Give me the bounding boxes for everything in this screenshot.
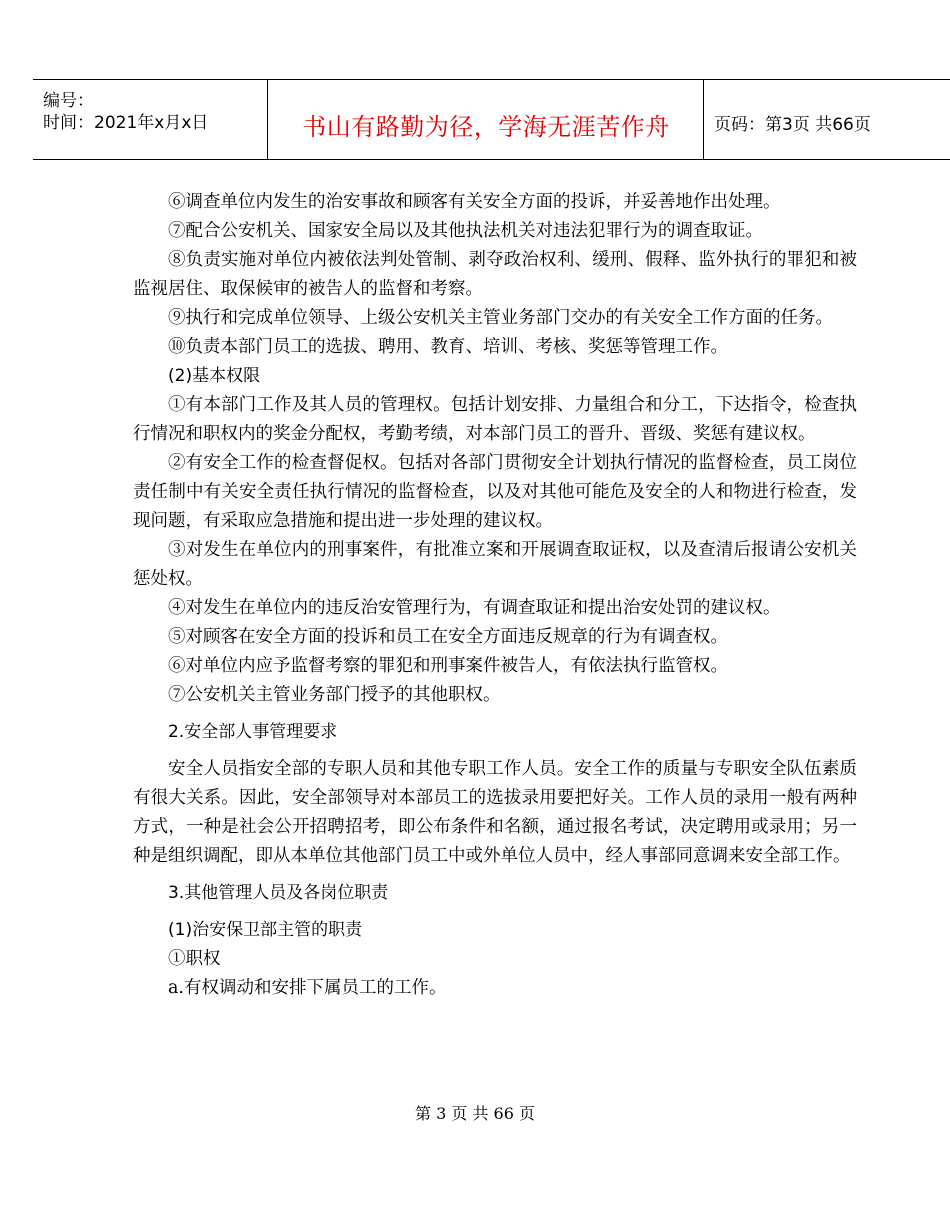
paragraph: ④对发生在单位内的违反治安管理行为，有调查取证和提出治安处罚的建议权。: [168, 598, 781, 618]
paragraph: ⑦配合公安机关、国家安全局以及其他执法机关对违法犯罪行为的调查取证。: [168, 221, 763, 241]
paragraph: ⑩负责本部门员工的选拔、聘用、教育、培训、考核、奖惩等管理工作。: [168, 337, 728, 357]
paragraph: a.有权调动和安排下属员工的工作。: [168, 978, 447, 998]
spacer: [133, 908, 857, 916]
header-left-cell: [33, 80, 267, 159]
header-table: [33, 79, 950, 160]
spacer: [133, 710, 857, 718]
spacer: [133, 747, 857, 755]
header-right-cell: [703, 80, 950, 159]
paragraph: 安全人员指安全部的专职人员和其他专职工作人员。安全工作的质量与专职安全队伍素质有很大关系。因此，安全部领导对本部员工的选拔录用要把好关。工作人员的录用一般有两种方式，一种是社会公开招聘招考，即公布条件和名额，通过报名考试，决定聘用或录用；另一种是组织调配，即从本单位其他部门员工中或外单位人员中，经人事部同意调来安全部工作。: [133, 759, 857, 866]
paragraph: ⑥对单位内应予监督考察的罪犯和刑事案件被告人，有依法执行监管权。: [168, 656, 728, 676]
paragraph: ⑦公安机关主管业务部门授予的其他职权。: [168, 685, 501, 705]
document-body: [133, 188, 857, 1003]
section-heading: (2)基本权限: [168, 366, 261, 386]
spacer: [133, 871, 857, 879]
paragraph: ⑧负责实施对单位内被依法判处管制、剥夺政治权利、缓刑、假释、监外执行的罪犯和被监视居住、取保候审的被告人的监督和考察。: [133, 250, 857, 299]
header-middle-cell: [267, 80, 704, 159]
document-time-label: 时间：2021年x月x日: [43, 113, 209, 133]
section-heading: 3.其他管理人员及各岗位职责: [168, 883, 389, 903]
page-footer: 第 3 页 共 66 页: [415, 1104, 535, 1123]
document-code-label: 编号：: [43, 91, 94, 111]
header-motto: 书山有路勤为径，学海无涯苦作舟: [302, 113, 670, 141]
paragraph: ⑥调查单位内发生的治安事故和顾客有关安全方面的投诉，并妥善地作出处理。: [168, 192, 781, 212]
section-heading: 2.安全部人事管理要求: [168, 722, 338, 742]
paragraph: ①职权: [168, 949, 221, 969]
paragraph: ②有安全工作的检查督促权。包括对各部门贯彻安全计划执行情况的监督检查，员工岗位责任制中有关安全责任执行情况的监督检查，以及对其他可能危及安全的人和物进行检查，发现问题，有采取应急措施和提出进一步处理的建议权。: [133, 453, 857, 531]
paragraph: ⑤对顾客在安全方面的投诉和员工在安全方面违反规章的行为有调查权。: [168, 627, 728, 647]
paragraph: ⑨执行和完成单位领导、上级公安机关主管业务部门交办的有关安全工作方面的任务。: [168, 308, 833, 328]
paragraph: ①有本部门工作及其人员的管理权。包括计划安排、力量组合和分工，下达指令，检查执行情况和职权内的奖金分配权，考勤考绩，对本部门员工的晋升、晋级、奖惩有建议权。: [133, 395, 857, 444]
section-heading: (1)治安保卫部主管的职责: [168, 920, 363, 940]
paragraph: ③对发生在单位内的刑事案件，有批准立案和开展调查取证权，以及查清后报请公安机关惩处权。: [133, 540, 857, 589]
header-page-info: 页码：第3页 共66页: [714, 115, 871, 135]
